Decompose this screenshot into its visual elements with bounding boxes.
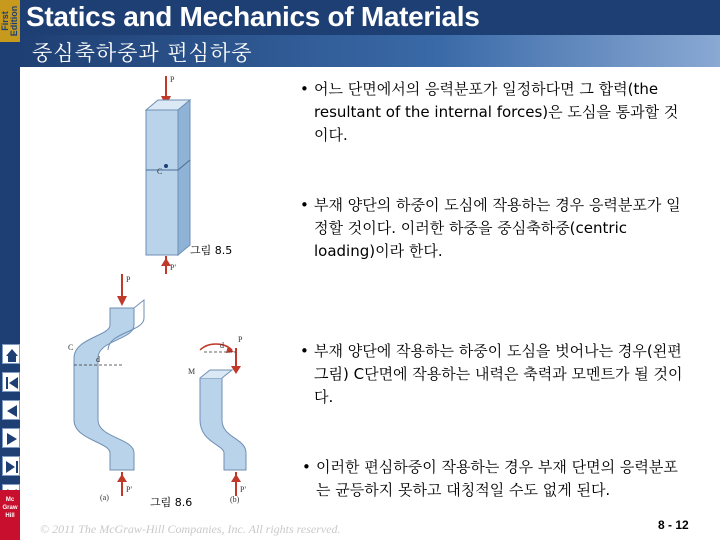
load-arrowhead-a-top — [117, 296, 127, 306]
label-C-a: C — [68, 343, 74, 352]
label-P: P — [170, 75, 175, 84]
edition-badge — [0, 0, 20, 42]
bullet-4-text: 이러한 편심하중이 작용하는 경우 부재 단면의 응력분포는 균등하지 못하고 대칭적일 수도 없게 된다. — [316, 458, 678, 499]
member-b-body — [200, 378, 246, 470]
bullet-1 — [300, 78, 686, 147]
home-button[interactable] — [2, 344, 20, 364]
page-number: 8 - 12 — [658, 518, 689, 532]
label-P-b: P — [238, 335, 243, 344]
slide-subtitle: 중심축하중과 편심하중 — [32, 41, 253, 65]
label-d-b: d — [220, 341, 224, 350]
page-title: Statics and Mechanics of Materials — [26, 1, 480, 32]
figure-8-6-caption: 그림 8.6 — [150, 496, 193, 509]
bullet-4 — [302, 456, 690, 502]
bullet-dot: • — [302, 458, 311, 476]
label-Pprime-a: P' — [126, 485, 132, 494]
load-arrowhead-a-bottom — [117, 474, 127, 482]
bullet-2-text: 부재 양단의 하중이 도심에 작용하는 경우 응력분포가 일정할 것이다. 이러한 하중을 중심축하중(centric loading)이라 한다. — [314, 196, 681, 260]
prism-side-face — [178, 100, 190, 255]
home-icon — [3, 345, 21, 365]
member-a-body — [74, 308, 134, 470]
last-slide-button[interactable] — [2, 456, 20, 476]
label-Pprime-b: P' — [240, 485, 246, 494]
label-P-a: P — [126, 275, 131, 284]
last-slide-icon — [3, 457, 21, 477]
label-C: C — [157, 167, 163, 176]
previous-slide-icon — [3, 401, 21, 421]
label-b: (b) — [230, 495, 240, 504]
label-a: (a) — [100, 493, 109, 502]
eccentric-loading-diagram — [60, 270, 270, 510]
first-slide-icon — [3, 373, 21, 393]
next-slide-button[interactable] — [2, 428, 20, 448]
label-Pprime: P' — [170, 263, 176, 272]
centroid-point — [164, 164, 168, 168]
bullet-2 — [300, 194, 686, 263]
bullet-1-text: 어느 단면에서의 응력분포가 일정하다면 그 합력(the resultant of the internal forces)은 도심을 통과할 것이다. — [314, 80, 679, 144]
bullet-dot: • — [300, 196, 309, 214]
previous-slide-button[interactable] — [2, 400, 20, 420]
publisher-logo: Mc Graw Hill — [0, 490, 20, 540]
bullet-3 — [300, 340, 694, 409]
next-slide-icon — [3, 429, 21, 449]
label-M: M — [188, 367, 196, 376]
bullet-dot: • — [300, 80, 309, 98]
label-d-a: d — [96, 355, 100, 364]
bullet-3-text: 부재 양단에 작용하는 하중이 도심을 벗어나는 경우(왼편그림) C단면에 작용하는 내력은 축력과 모멘트가 될 것이다. — [314, 342, 683, 406]
bullet-dot: • — [300, 342, 309, 360]
figure-8-6 — [60, 270, 270, 510]
load-arrowhead-b-bottom — [231, 474, 241, 482]
first-slide-button[interactable] — [2, 372, 20, 392]
copyright-notice: © 2011 The McGraw-Hill Companies, Inc. All rights reserved. — [40, 522, 341, 536]
figure-8-5-caption: 그림 8.5 — [190, 244, 233, 257]
member-b-top-face — [200, 370, 232, 378]
prism-front-face — [146, 110, 178, 255]
edition-label: First Edition — [0, 5, 19, 37]
